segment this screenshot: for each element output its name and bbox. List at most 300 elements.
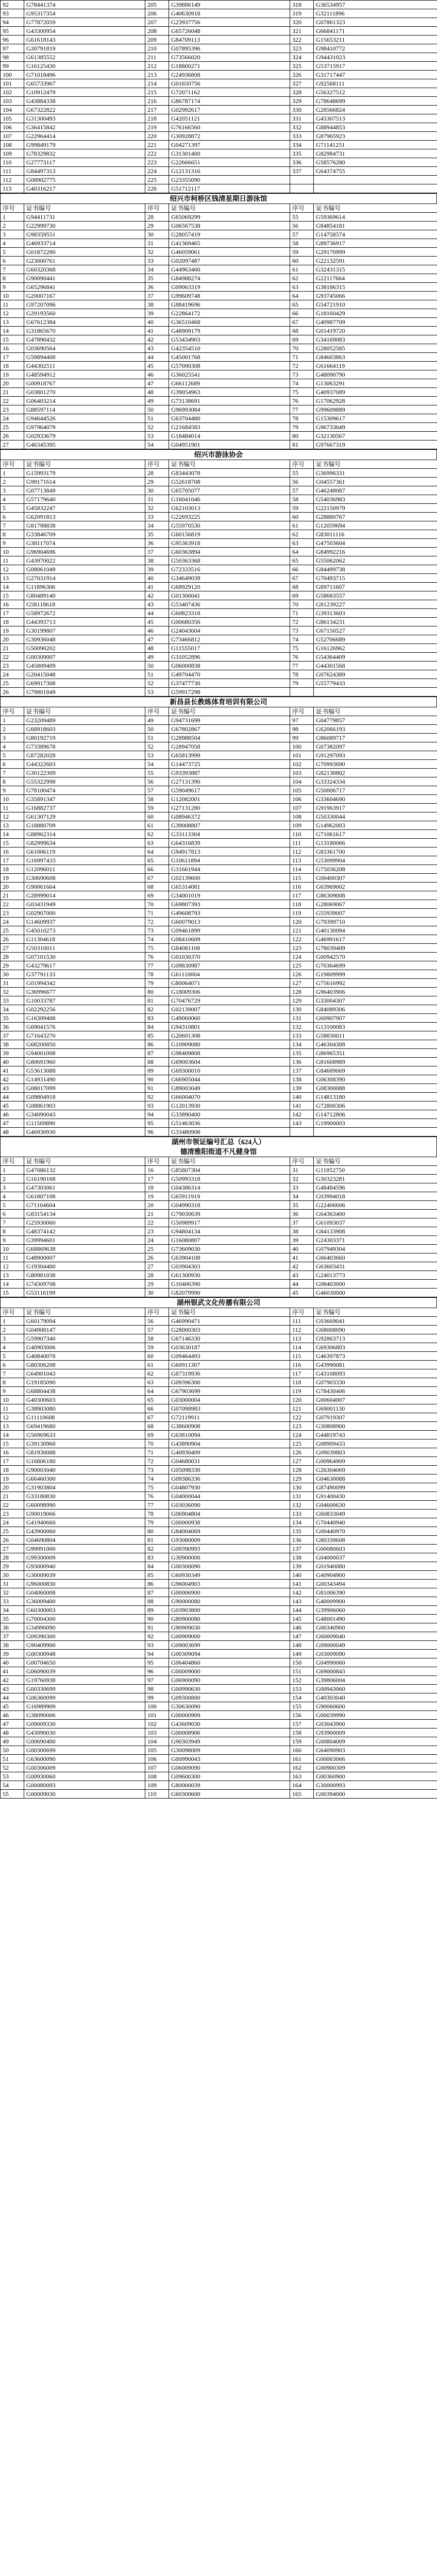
header-index: 序号	[1, 1157, 24, 1166]
row-index: 124	[290, 953, 314, 961]
table-row	[1, 79, 437, 88]
cert-number: G53715917	[314, 62, 437, 71]
table-row	[1, 1245, 437, 1253]
cert-number: G91297093	[314, 751, 437, 760]
row-index: 46	[145, 626, 169, 635]
table-row	[1, 653, 437, 662]
cert-number: G00306009	[24, 1764, 145, 1772]
row-index: 41	[145, 583, 169, 591]
row-index: 127	[290, 979, 314, 988]
cert-number: G04990318	[169, 1201, 290, 1210]
cert-number: G72119911	[169, 1413, 290, 1422]
table-row	[1, 1101, 437, 1110]
row-index: 3	[1, 1334, 24, 1343]
cert-number: G04779857	[314, 716, 437, 725]
cert-number: G61664119	[314, 362, 437, 370]
cert-number: G00008906	[169, 1728, 290, 1737]
cert-number: G46397873	[314, 1352, 437, 1361]
cert-number: G65813999	[169, 751, 290, 760]
table-row	[1, 1746, 437, 1755]
row-index: 36	[1, 1023, 24, 1031]
cert-number: G09386336	[169, 1475, 290, 1483]
row-index: 69	[145, 891, 169, 900]
cert-number: G65733967	[24, 79, 145, 88]
table-row	[1, 478, 437, 486]
cert-number: G15993179	[24, 469, 145, 478]
cert-number: G03801270	[24, 388, 145, 397]
table-row	[1, 583, 437, 591]
table-row	[1, 176, 437, 184]
row-index: 106	[1, 123, 24, 132]
row-index: 151	[290, 1667, 314, 1676]
row-index: 206	[145, 9, 169, 18]
cert-number: G41369465	[169, 239, 290, 248]
cert-number: G12059694	[314, 521, 437, 530]
row-index: 111	[1, 167, 24, 176]
cert-number: G01030370	[169, 953, 290, 961]
row-index: 109	[290, 821, 314, 830]
cert-number: G81668989	[314, 1058, 437, 1066]
table-row	[1, 679, 437, 688]
row-index: 33	[145, 513, 169, 521]
row-index: 60	[290, 513, 314, 521]
cert-number: G22150979	[314, 504, 437, 513]
cert-number: G12082001	[169, 795, 290, 804]
row-index: 120	[290, 1396, 314, 1404]
cert-number: G00943060	[314, 1685, 437, 1693]
cert-number: G46059061	[169, 248, 290, 257]
table-row	[1, 292, 437, 300]
table-row	[1, 626, 437, 635]
cert-number: G48909179	[169, 327, 290, 335]
row-index: 50	[145, 725, 169, 734]
row-index: 71	[290, 609, 314, 618]
row-index: 34	[290, 1192, 314, 1201]
table-row	[1, 1422, 437, 1431]
row-index: 95	[145, 1119, 169, 1128]
cert-number: G80691960	[24, 1058, 145, 1066]
table-row	[1, 495, 437, 504]
row-index: 53	[1, 1772, 24, 1781]
cert-number: G09003699	[169, 1641, 290, 1650]
cert-number: G30928872	[169, 132, 290, 141]
cert-number: G20007167	[24, 292, 145, 300]
row-index: 4	[1, 1343, 24, 1352]
header-cert: 证书编号	[24, 707, 145, 716]
row-index: 29	[145, 478, 169, 486]
cert-number: G00300699	[24, 1746, 145, 1755]
cert-number: G62066193	[314, 725, 437, 734]
cert-number: G99849179	[24, 141, 145, 149]
cert-number: G23000761	[24, 257, 145, 265]
row-index: 8	[1, 530, 24, 539]
row-index: 92	[145, 1632, 169, 1641]
table-row	[1, 988, 437, 996]
cert-number: G12013930	[169, 1101, 290, 1110]
row-index: 36	[1, 1623, 24, 1632]
table-row	[1, 9, 437, 18]
cert-number: G45010273	[24, 926, 145, 935]
cert-number: G09830987	[169, 961, 290, 970]
row-index: 71	[290, 353, 314, 362]
table-row	[1, 36, 437, 44]
row-index: 95	[1, 27, 24, 36]
row-index: 32	[145, 248, 169, 257]
cert-number: G22132591	[314, 257, 437, 265]
row-index: 45	[145, 618, 169, 626]
cert-number: G59894408	[24, 353, 145, 362]
row-index: 2	[1, 1175, 24, 1183]
row-index: 78	[145, 1510, 169, 1518]
row-index: 160	[290, 1746, 314, 1755]
row-index: 16	[145, 1166, 169, 1175]
table-row	[1, 1119, 437, 1128]
table-row	[1, 1623, 437, 1632]
row-index: 25	[1, 679, 24, 688]
row-index: 52	[1, 1764, 24, 1772]
row-index: 1	[1, 469, 24, 478]
row-index: 2	[1, 222, 24, 230]
cert-number: G16041046	[169, 495, 290, 504]
row-index: 12	[1, 565, 24, 574]
cert-number: G33180830	[24, 1492, 145, 1501]
row-index: 14	[1, 583, 24, 591]
row-index	[290, 176, 314, 184]
row-index: 35	[145, 530, 169, 539]
row-index: 14	[1, 1431, 24, 1439]
row-index: 83	[145, 1553, 169, 1562]
row-index: 82	[145, 1545, 169, 1553]
cert-number: G96000830	[24, 1580, 145, 1588]
cert-number: G46248087	[314, 486, 437, 495]
table-row	[1, 114, 437, 123]
row-index: 90	[145, 1615, 169, 1623]
table-row	[1, 591, 437, 600]
row-index: 205	[145, 1, 169, 9]
row-index: 35	[1, 1014, 24, 1023]
cert-number: G15653211	[314, 36, 437, 44]
table-row	[1, 405, 437, 414]
row-index: 24	[1, 918, 24, 926]
table-row	[1, 1014, 437, 1023]
cert-number: G34990090	[24, 1623, 145, 1632]
cert-number: G07861323	[314, 18, 437, 27]
cert-number: G78329832	[24, 149, 145, 158]
row-index: 77	[290, 662, 314, 670]
row-index: 34	[145, 521, 169, 530]
row-index: 40	[145, 318, 169, 327]
row-index: 27	[1, 944, 24, 953]
table-row	[1, 1790, 437, 1799]
row-index: 93	[1, 9, 24, 18]
cert-number: G68929120	[169, 583, 290, 591]
cert-number: G84499738	[314, 565, 437, 574]
row-index: 7	[1, 769, 24, 777]
table-row	[1, 1192, 437, 1201]
row-index: 46	[1, 1110, 24, 1119]
header-index: 序号	[1, 1308, 24, 1317]
table-row	[1, 688, 437, 697]
cert-number: G00990043	[169, 1755, 290, 1764]
table-row	[1, 944, 437, 953]
cert-number: G06009090	[169, 1764, 290, 1772]
row-index: 93	[145, 1641, 169, 1650]
cert-number: G51712117	[169, 184, 290, 193]
row-index: 15	[1, 839, 24, 848]
row-index: 19	[145, 1192, 169, 1201]
table-row	[1, 158, 437, 167]
row-index: 130	[290, 1005, 314, 1014]
cert-number: G30791819	[24, 44, 145, 53]
row-index: 44	[1, 1693, 24, 1702]
header-index: 序号	[290, 707, 314, 716]
row-index: 51	[145, 734, 169, 742]
row-index: 117	[290, 1369, 314, 1378]
cert-number: G32130567	[314, 432, 437, 440]
cert-number: G04680031	[169, 1457, 290, 1466]
cert-number: G43884338	[24, 97, 145, 106]
cert-number: G25930060	[24, 1218, 145, 1227]
cert-number: G64901043	[24, 1369, 145, 1378]
cert-number: G18160429	[314, 309, 437, 318]
row-index: 5	[1, 1352, 24, 1361]
table-row	[1, 1084, 437, 1093]
row-index: 54	[1, 1781, 24, 1790]
table-row	[1, 600, 437, 609]
cert-number: G67903699	[169, 1387, 290, 1396]
row-index: 112	[290, 1326, 314, 1334]
cert-number: G52706689	[314, 635, 437, 644]
row-index: 62	[145, 830, 169, 839]
table-row	[1, 1545, 437, 1553]
cert-number: G47890432	[24, 335, 145, 344]
cert-number: G07101530	[24, 953, 145, 961]
row-index: 24	[1, 1518, 24, 1527]
cert-number: G20415048	[24, 670, 145, 679]
table-row	[1, 856, 437, 865]
cert-number: G01306041	[169, 591, 290, 600]
cert-number: G28052585	[314, 344, 437, 353]
row-index: 110	[1, 158, 24, 167]
table-row	[1, 97, 437, 106]
row-index: 143	[290, 1597, 314, 1606]
table-row	[1, 1175, 437, 1183]
row-index: 99	[145, 1693, 169, 1702]
row-index: 6	[1, 1210, 24, 1218]
row-index: 27	[1, 1545, 24, 1553]
row-index: 148	[290, 1641, 314, 1650]
row-index: 70	[290, 344, 314, 353]
row-index: 44	[290, 1280, 314, 1289]
row-index: 47	[145, 379, 169, 388]
cert-number: G19304400	[24, 1262, 145, 1271]
table-row	[1, 609, 437, 618]
row-index: 7	[1, 265, 24, 274]
cert-number: G96004903	[169, 1580, 290, 1588]
section-5	[0, 1297, 437, 1799]
row-index: 31	[1, 1580, 24, 1588]
table-row	[1, 149, 437, 158]
row-index: 66	[290, 565, 314, 574]
cert-number: G37791133	[24, 970, 145, 979]
table-row	[1, 1023, 437, 1031]
cert-number: G93000940	[24, 1562, 145, 1571]
row-index: 34	[145, 265, 169, 274]
cert-number: G70004300	[24, 1615, 145, 1623]
row-index: 56	[290, 222, 314, 230]
table-row	[1, 1571, 437, 1580]
row-index: 212	[145, 62, 169, 71]
table-row	[1, 370, 437, 379]
row-index: 30	[145, 230, 169, 239]
row-index: 63	[290, 539, 314, 548]
cert-number: G06090039	[24, 1667, 145, 1676]
row-index: 80	[290, 432, 314, 440]
table-row	[1, 388, 437, 397]
row-index: 67	[290, 574, 314, 583]
cert-number: G29193560	[24, 309, 145, 318]
table-row	[1, 1031, 437, 1040]
cert-number: G19900003	[314, 1119, 437, 1128]
cert-number: G01940080	[314, 1562, 437, 1571]
table-row	[1, 1693, 437, 1702]
row-index: 87	[145, 1049, 169, 1058]
cert-number: G02907000	[24, 909, 145, 918]
cert-number: G63969002	[314, 883, 437, 891]
cert-number: G04271397	[169, 141, 290, 149]
cert-number: G07713849	[24, 486, 145, 495]
row-index: 28	[145, 1271, 169, 1280]
cert-number: G94731699	[169, 716, 290, 725]
row-index: 45	[290, 1289, 314, 1297]
row-index: 68	[290, 327, 314, 335]
table-row	[1, 1218, 437, 1227]
cert-number: G69001130	[314, 1404, 437, 1413]
row-index: 42	[145, 591, 169, 600]
cert-number: G35891347	[24, 795, 145, 804]
cert-number: G50006717	[314, 786, 437, 795]
cert-number: G63810094	[169, 1431, 290, 1439]
cert-number: G06403214	[24, 397, 145, 405]
row-index: 150	[290, 1658, 314, 1667]
cert-number: G64363400	[314, 1210, 437, 1218]
section-2	[0, 449, 437, 697]
row-index: 70	[145, 1439, 169, 1448]
row-index: 19	[1, 1475, 24, 1483]
row-index: 49	[145, 397, 169, 405]
row-index: 80	[145, 988, 169, 996]
cert-number: G50363368	[169, 556, 290, 565]
row-index: 72	[290, 362, 314, 370]
row-index: 51	[145, 670, 169, 679]
row-index: 18	[1, 865, 24, 874]
table-row	[1, 839, 437, 848]
row-index: 222	[145, 149, 169, 158]
cert-number: G09039803	[314, 1448, 437, 1457]
row-index: 133	[290, 1510, 314, 1518]
row-index: 109	[145, 1781, 169, 1790]
header-index: 序号	[290, 1308, 314, 1317]
row-index: 19	[1, 874, 24, 883]
cert-number: G04060008	[24, 1588, 145, 1597]
row-index: 85	[145, 1031, 169, 1040]
table-row	[1, 1253, 437, 1262]
row-index: 38	[1, 1040, 24, 1049]
cert-number: G46990471	[169, 1317, 290, 1326]
cert-number: G40303040	[314, 1693, 437, 1702]
section-title: 湖州银武文化传播有限公司	[0, 1297, 437, 1308]
cert-number: G30009039	[24, 1571, 145, 1580]
table-row	[1, 742, 437, 751]
table-row	[1, 716, 437, 725]
row-index: 152	[290, 1676, 314, 1685]
row-index: 100	[1, 71, 24, 79]
cert-number: G70476729	[169, 996, 290, 1005]
cert-number: G77872059	[24, 18, 145, 27]
cert-number: G00604007	[314, 1396, 437, 1404]
cert-number: G60911307	[169, 1361, 290, 1369]
cert-number: G16126962	[314, 644, 437, 653]
cert-number: G63904108	[169, 1253, 290, 1262]
row-index: 14	[1, 830, 24, 839]
row-index: 8	[1, 274, 24, 283]
row-index: 8	[1, 777, 24, 786]
row-index: 124	[290, 1431, 314, 1439]
cert-number: G89711607	[314, 583, 437, 591]
row-index: 323	[290, 44, 314, 53]
cert-number: G04690804	[24, 1536, 145, 1545]
section-3	[0, 697, 437, 1137]
row-index: 135	[290, 1049, 314, 1058]
table-row	[1, 909, 437, 918]
row-index: 20	[1, 883, 24, 891]
cert-number: G99300009	[24, 1553, 145, 1562]
table-row	[1, 504, 437, 513]
row-index: 21	[145, 1210, 169, 1218]
table-row	[1, 795, 437, 804]
row-index: 86	[145, 1580, 169, 1588]
row-index: 43	[1, 1685, 24, 1693]
cert-number: G03903800	[169, 1606, 290, 1615]
cert-number: G22117664	[314, 274, 437, 283]
row-index: 126	[290, 970, 314, 979]
row-index: 94	[1, 18, 24, 27]
row-index: 38	[1, 1641, 24, 1650]
cert-number: G83011116	[314, 530, 437, 539]
row-index: 64	[145, 1387, 169, 1396]
cert-number: G53613088	[24, 1066, 145, 1075]
row-index: 43	[145, 344, 169, 353]
table-row	[1, 274, 437, 283]
table-row	[1, 318, 437, 327]
cert-number: G28069067	[314, 900, 437, 909]
row-index: 87	[145, 1588, 169, 1597]
table-row	[1, 1580, 437, 1588]
row-index: 7	[1, 1218, 24, 1227]
cert-number: G46030000	[314, 1289, 437, 1297]
cert-number: G65296841	[24, 283, 145, 292]
cert-number: G94644526	[24, 414, 145, 423]
row-index: 136	[290, 1058, 314, 1066]
cert-number: G03000004	[169, 1396, 290, 1404]
row-index: 107	[290, 804, 314, 812]
header-cert: 证书编号	[314, 707, 437, 716]
cert-number: G00300948	[24, 1650, 145, 1658]
row-index: 32	[1, 1588, 24, 1597]
cert-number: G39008807	[169, 821, 290, 830]
row-index: 126	[290, 1448, 314, 1457]
row-index: 116	[290, 1361, 314, 1369]
